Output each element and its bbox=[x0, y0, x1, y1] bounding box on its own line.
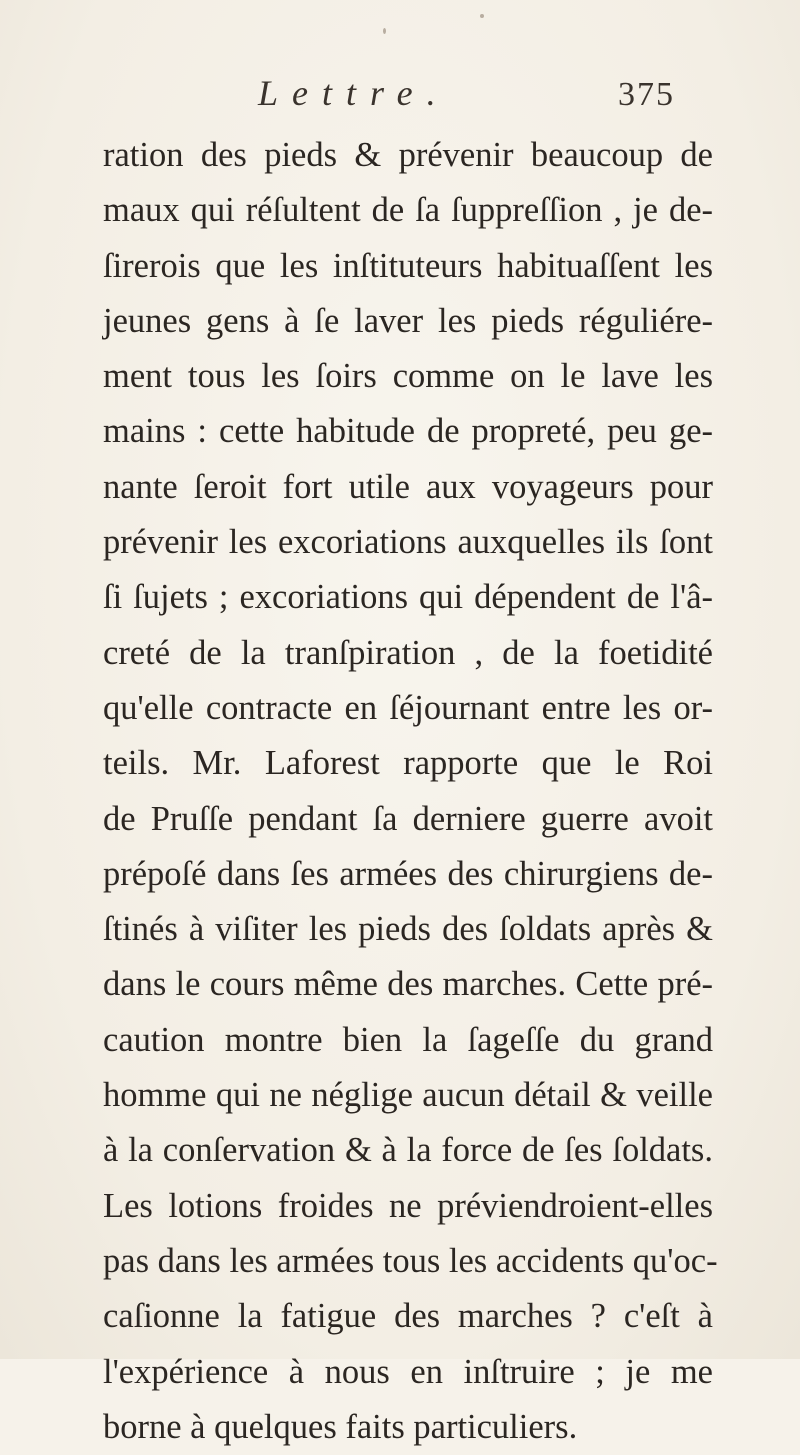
text-line: ſirerois que les inſtituteurs habituaſſent les bbox=[103, 246, 713, 285]
text-line: caſionne la fatigue des marches ? c'eſt à bbox=[103, 1297, 713, 1336]
text-line: ration des pieds & prévenir beaucoup de bbox=[103, 136, 713, 174]
ink-speck bbox=[480, 14, 484, 18]
body-text bbox=[103, 128, 718, 1455]
text-line: teils. Mr. Laforest rapporte que le Roi bbox=[103, 744, 713, 783]
page-header bbox=[0, 72, 800, 116]
text-line: à la conſervation & à la force de ſes ſoldats. bbox=[103, 1131, 713, 1170]
text-line: creté de la tranſpiration , de la foetidité bbox=[103, 633, 713, 672]
text-line: ment tous les ſoirs comme on le lave les bbox=[103, 357, 713, 396]
page-number: 375 bbox=[618, 76, 675, 113]
text-line: pas dans les armées tous les accidents qu'oc- bbox=[103, 1241, 718, 1280]
text-line: maux qui réſultent de ſa ſuppreſſion , je de- bbox=[103, 191, 713, 230]
text-line: ſtinés à viſiter les pieds des ſoldats après & bbox=[103, 910, 713, 949]
text-line: l'expérience à nous en inſtruire ; je me bbox=[103, 1352, 713, 1391]
text-line: jeunes gens à ſe laver les pieds réguliére- bbox=[103, 301, 713, 340]
text-line: mains : cette habitude de propreté, peu ge- bbox=[103, 412, 713, 451]
running-title: Lettre. bbox=[258, 73, 450, 113]
text-line: de Pruſſe pendant ſa derniere guerre avoit bbox=[103, 799, 713, 838]
text-line: caution montre bien la ſageſſe du grand bbox=[103, 1020, 713, 1059]
text-line: prépoſé dans ſes armées des chirurgiens de- bbox=[103, 854, 713, 893]
text-line: Les lotions froides ne préviendroient-elles bbox=[103, 1186, 713, 1225]
text-line: prévenir les excoriations auxquelles ils ſont bbox=[103, 523, 713, 562]
text-line: nante ſeroit fort utile aux voyageurs pour bbox=[103, 467, 713, 506]
text-line: homme qui ne néglige aucun détail & veille bbox=[103, 1076, 713, 1115]
text-line: borne à quelques faits particuliers. bbox=[103, 1407, 578, 1446]
text-line: qu'elle contracte en ſéjournant entre les or- bbox=[103, 688, 713, 727]
text-line: dans le cours même des marches. Cette pré- bbox=[103, 965, 713, 1004]
ink-speck bbox=[383, 28, 386, 34]
text-line: ſi ſujets ; excoriations qui dépendent de l'â- bbox=[103, 578, 713, 617]
